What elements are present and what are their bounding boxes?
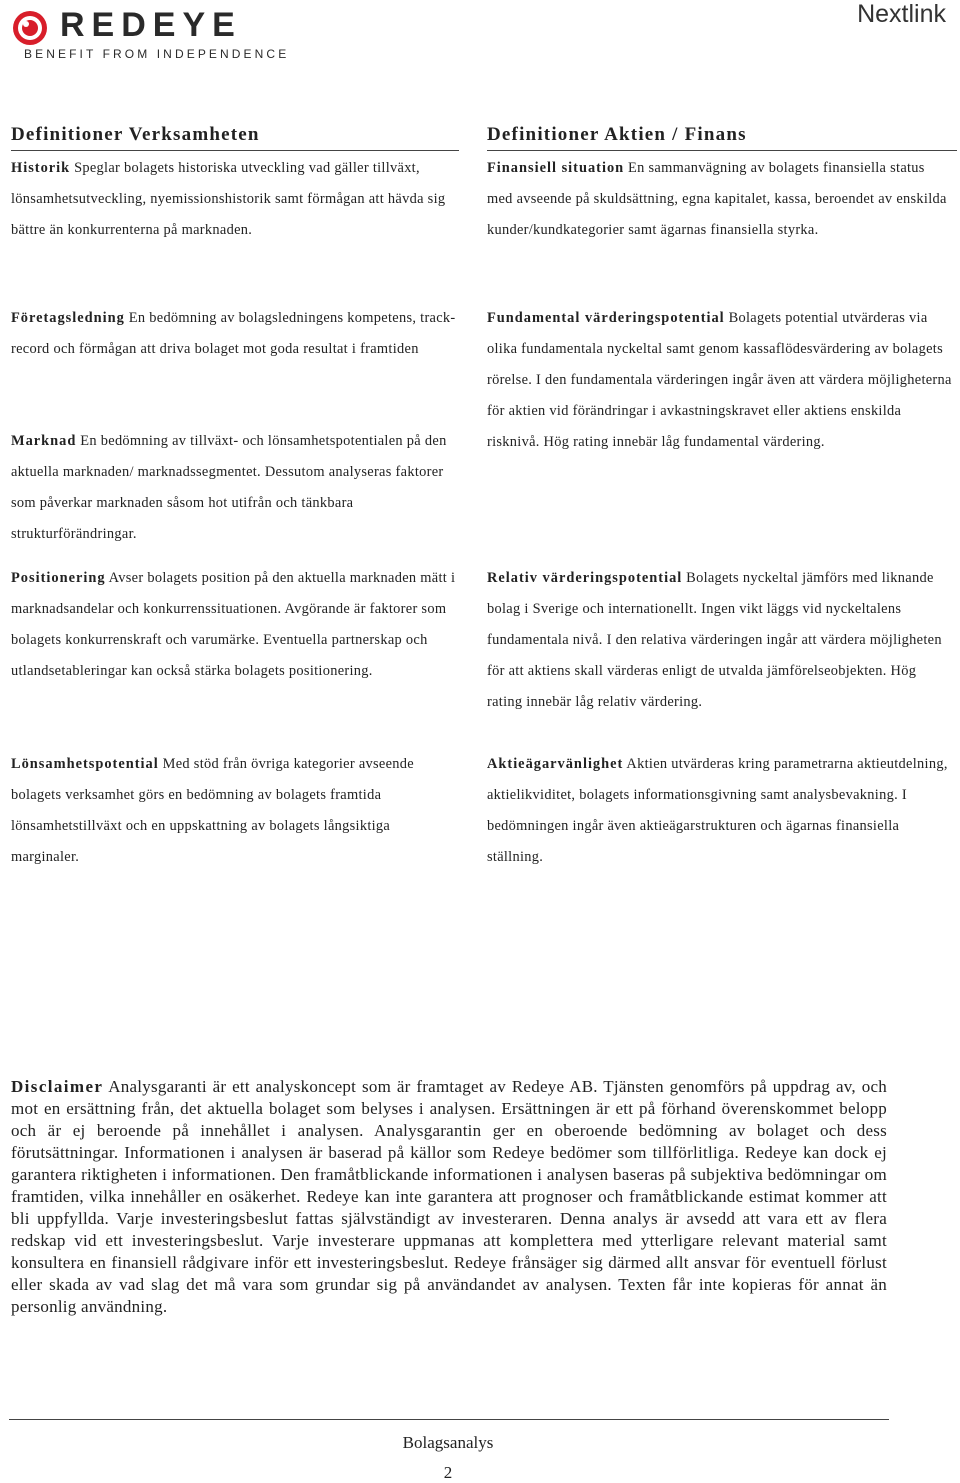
disclaimer-text: Analysgaranti är ett analyskoncept som är framtaget av Redeye AB. Tjänsten genomförs på uppdrag av, och mot en ersättning från, det aktuella bolaget som belyses i analysen. Ersättningen är ett på förhand överenskommet belopp och är ej beroende på innehållet i analysen. Analysgarantin ger en oberoende bedömning av bolaget och dess förutsättningar. Informationen i analysen är baserad på källor som Redeye bedömer som tillförlitliga. Redeye kan dock ej garantera riktigheten i informationen. Den framåtblickande informationen i analysen baseras på subjektiva bedömningar om framtiden, vilka innehåller en osäkerhet. Redeye kan inte garantera att prognoser och framåtblickande estimat kommer att bli uppfyllda. Varje investeringsbeslut fattas självständigt av investeraren. Denna analys är avsedd att vara ett av flera redskap vid ett investeringsbeslut. Varje investerare uppmanas att komplettera med ytterligare relevant material samt konsultera en finansiell rådgivare inför ett investeringsbeslut. Redeye frånsäger sig därmed allt ansvar för eventuell förlust eller skada av vad slag det må vara som grundar sig på användandet av analysen. Texten får inte kopieras för annat än personlig användning.	[11, 1077, 887, 1316]
footer-title: Bolagsanalys	[402, 1433, 494, 1452]
brand-name: REDEYE	[60, 6, 242, 44]
foretagsledning-paragraph	[11, 303, 459, 365]
marknad-term: Marknad	[11, 433, 77, 449]
brand-tagline: BENEFIT FROM INDEPENDENCE	[24, 47, 290, 61]
redeye-logo	[10, 6, 290, 60]
redeye-eye-icon	[10, 8, 50, 48]
lonsamhetspotential-text: Med stöd från övriga kategorier avseende bolagets verksamhet görs en bedömning av bolagets framtida lönsamhetstillväxt och en uppskattning av bolagets långsiktiga marginaler.	[11, 756, 414, 865]
disclaimer-paragraph	[11, 1076, 887, 1318]
historik-paragraph	[11, 153, 459, 246]
lonsamhetspotential-term: Lönsamhetspotential	[11, 756, 159, 772]
positionering-text: Avser bolagets position på den aktuella marknaden mätt i marknadsandelar och konkurrenssituationen. Avgörande är faktorer som bolagets konkurrenskraft och varumärke. Eventuella partnerskap och utlandsetableringar kan också stärka bolagets positionering.	[11, 570, 456, 679]
foretagsledning-text: En bedömning av bolagsledningens kompetens, track-record och förmågan att driva bolaget mot goda resultat i framtiden	[11, 310, 456, 357]
finansiell-situation-text: En sammanvägning av bolagets finansiella status med avseende på skuldsättning, egna kapitalet, kassa, beroendet av enskilda kunder/kundkategorier samt ägarnas finansiella styrka.	[487, 160, 947, 238]
positionering-paragraph	[11, 563, 459, 687]
positionering-term: Positionering	[11, 570, 106, 586]
relativ-text: Bolagets nyckeltal jämförs med liknande bolag i Sverige och internationellt. Ingen vikt läggs vid nyckeltalens fundamentala nivå. I den relativa värderingen ingår att värdera möjligheten för att aktiens skall värderas enligt de utvalda jämförelseobjekten. Hög rating innebär låg relativ värdering.	[487, 570, 942, 710]
disclaimer-term: Disclaimer	[11, 1077, 104, 1096]
fundamental-text: Bolagets potential utvärderas via olika fundamentala nyckeltal samt genom kassaflödesvärdering av bolagets rörelse. I den fundamentala värderingen ingår även att värdera möjligheterna för aktien vid förändringar i avkastningskravet eller aktiens enskilda risknivå. Hög rating innebär låg fundamental värdering.	[487, 310, 952, 450]
page-number: 2	[443, 1463, 453, 1482]
footer-divider	[9, 1419, 889, 1420]
historik-term: Historik	[11, 160, 71, 176]
foretagsledning-term: Företagsledning	[11, 310, 125, 326]
fundamental-term: Fundamental värderingspotential	[487, 310, 725, 326]
left-column-heading: Definitioner Verksamheten	[11, 124, 459, 151]
lonsamhetspotential-paragraph	[11, 749, 459, 873]
marknad-text: En bedömning av tillväxt- och lönsamhetspotentialen på den aktuella marknaden/ marknadssegmentet. Dessutom analyseras faktorer som påverkar marknaden såsom hot utifrån och tänkbara strukturförändringar.	[11, 433, 447, 542]
relativ-term: Relativ värderingspotential	[487, 570, 683, 586]
right-column-heading: Definitioner Aktien / Finans	[487, 124, 957, 151]
aktieagarvanlighet-term: Aktieägarvänlighet	[487, 756, 624, 772]
aktieagarvanlighet-paragraph	[487, 749, 953, 873]
fundamental-paragraph	[487, 303, 953, 458]
company-name: Nextlink	[857, 0, 946, 28]
finansiell-situation-term: Finansiell situation	[487, 160, 625, 176]
historik-text: Speglar bolagets historiska utveckling vad gäller tillväxt, lönsamhetsutveckling, nyemissionshistorik samt förmågan att hävda sig bättre än konkurrenterna på marknaden.	[11, 160, 446, 238]
aktieagarvanlighet-text: Aktien utvärderas kring parametrarna aktieutdelning, aktielikviditet, bolagets informationsgivning samt analysbevakning. I bedömningen ingår även aktieägarstrukturen och ägarnas finansiella ställning.	[487, 756, 948, 865]
finansiell-situation-paragraph	[487, 153, 953, 246]
relativ-paragraph	[487, 563, 953, 718]
marknad-paragraph	[11, 426, 459, 550]
